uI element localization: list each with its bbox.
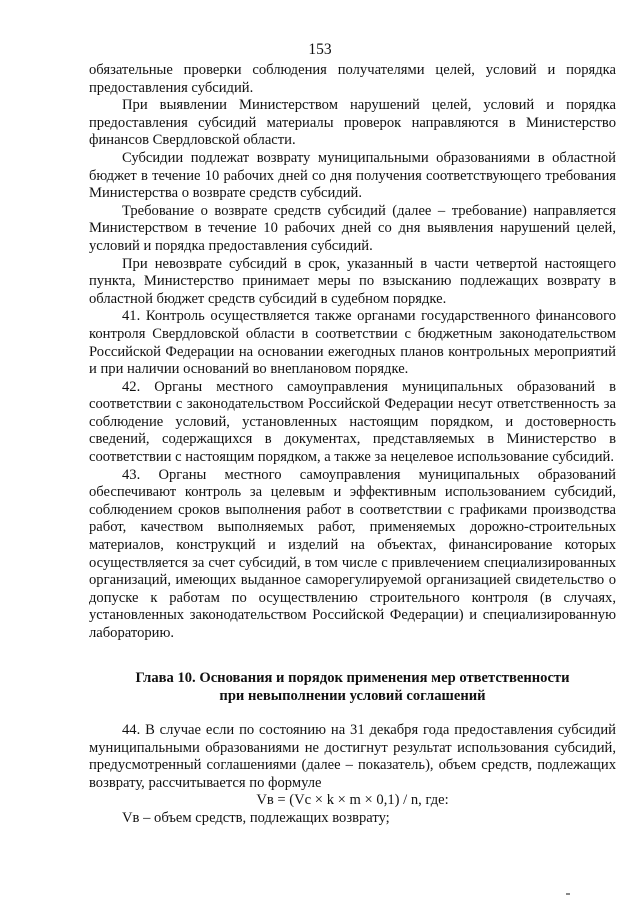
- document-body: [89, 62, 616, 643]
- variable-definition: Vв – объем средств, подлежащих возврату;: [122, 809, 390, 826]
- scan-mark: [566, 893, 570, 895]
- paragraph-44-block: [89, 722, 616, 828]
- chapter-heading: [89, 670, 616, 705]
- paragraph-non-return: При невозврате субсидий в срок, указанный в части четвертой настоящего пункта, Министерство принимает меры по взысканию подлежащих возврату в областной бюджет средств субсидий в судебном порядке.: [89, 255, 616, 307]
- chapter-heading-line-2: при невыполнении условий соглашений: [219, 687, 486, 704]
- paragraph-44: 44. В случае если по состоянию на 31 декабря года предоставления субсидий муниципальными образованиями не достигнут результат использования субсидий, предусмотренный соглашениями (далее – показатель), объем средств, подлежащих возврату, рассчитывается по формуле: [89, 722, 616, 791]
- paragraph-43: 43. Органы местного самоуправления муниципальных образований обеспечивают контроль за целевым и эффективным использованием субсидий, соблюдением сроков выполнения работ в соответствии с графиками производства работ, качеством выполняемых работ, применяемых дорожно-строительных материалов, конструкций и изделий на объектах, финансирование которых осуществляется за счет субсидий, в том числе с привлечением специализированных организаций, имеющих выданное саморегулируемой организацией свидетельство о допуске к работам по осуществлению строительного контроля (в случаях, установленных законодательством Российской Федерации) и специализированную лабораторию.: [89, 466, 616, 641]
- paragraph-violations-detected: При выявлении Министерством нарушений целей, условий и порядка предоставления субсидий материалы проверок направляются в Министерство финансов Свердловской области.: [89, 97, 616, 149]
- paragraph-return-demand: Требование о возврате средств субсидий (далее – требование) направляется Министерством в течение 10 рабочих дней со дня выявления нарушений целей, условий и порядка предоставления субсидий.: [89, 202, 616, 254]
- chapter-heading-line-1: Глава 10. Основания и порядок применения мер ответственности: [135, 670, 570, 686]
- formula: Vв = (Vс × k × m × 0,1) / n, где:: [256, 792, 449, 809]
- paragraph-41: 41. Контроль осуществляется также органами государственного финансового контроля Свердловской области в соответствии с бюджетным законодательством Российской Федерации на основании ежегодных планов контрольных мероприятий и при наличии оснований во внеплановом порядке.: [89, 308, 616, 378]
- paragraph-subsidy-return: Субсидии подлежат возврату муниципальными образованиями в областной бюджет в течение 10 рабочих дней со дня получения соответствующего требования Министерства о возврате средств субсидий.: [89, 149, 616, 202]
- page-number: 153: [308, 41, 332, 58]
- paragraph-continuation: обязательные проверки соблюдения получателями целей, условий и порядка предоставления субсидий.: [89, 62, 616, 96]
- paragraph-42: 42. Органы местного самоуправления муниципальных образований в соответствии с законодательством Российской Федерации несут ответственность за соблюдение условий, установленных настоящим порядком, и достоверность сведений, содержащихся в документах, представляемых в Министерство в соответствии с настоящим порядком, а также за нецелевое использование субсидий.: [89, 378, 616, 466]
